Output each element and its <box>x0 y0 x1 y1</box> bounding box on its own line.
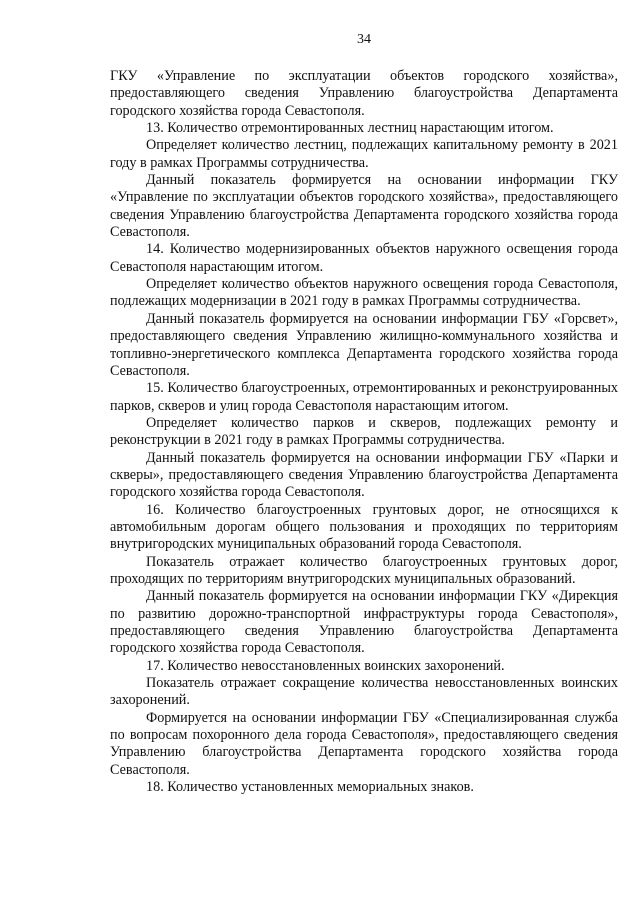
paragraph: Показатель отражает сокращение количества невосстановленных воинских захоронений. <box>110 675 618 709</box>
paragraph: Данный показатель формируется на основании информации ГКУ «Дирекция по развитию дорожно-транспортной инфраструктуры города Севастополя», предоставляющего сведения Управлению благоустройства Департамента городского хозяйства города Севастополя. <box>110 588 618 657</box>
paragraph: Данный показатель формируется на основании информации ГКУ «Управление по эксплуатации объектов городского хозяйства», предоставляющего сведения Управлению благоустройства Департамента городского хозяйства города Севастополя. <box>110 172 618 241</box>
page-number: 34 <box>357 32 371 47</box>
paragraph: Формируется на основании информации ГБУ «Специализированная служба по вопросам похоронного дела города Севастополя», предоставляющего сведения Управлению благоустройства Департамента городского хозяйства города Севастополя. <box>110 709 618 778</box>
paragraph: 14. Количество модернизированных объектов наружного освещения города Севастополя нарастающим итогом. <box>110 241 618 275</box>
paragraph: Данный показатель формируется на основании информации ГБУ «Горсвет», предоставляющего сведения Управлению жилищно-коммунального хозяйства и топливно-энергетического комплекса Департамента городского хозяйства города Севастополя. <box>110 310 618 379</box>
paragraph: Данный показатель формируется на основании информации ГБУ «Парки и скверы», предоставляющего сведения Управлению благоустройства Департамента городского хозяйства города Севастополя. <box>110 449 618 501</box>
paragraph: Определяет количество объектов наружного освещения города Севастополя, подлежащих модернизации в 2021 году в рамках Программы сотрудничества. <box>110 276 618 310</box>
document-body <box>110 68 618 796</box>
paragraph: Определяет количество лестниц, подлежащих капитальному ремонту в 2021 году в рамках Программы сотрудничества. <box>110 137 618 171</box>
paragraph: 18. Количество установленных мемориальных знаков. <box>146 779 474 796</box>
paragraph: ГКУ «Управление по эксплуатации объектов городского хозяйства», предоставляющего сведения Управлению благоустройства Департамента городского хозяйства города Севастополя. <box>110 68 618 119</box>
paragraph: 15. Количество благоустроенных, отремонтированных и реконструированных парков, скверов и улиц города Севастополя нарастающим итогом. <box>110 380 618 414</box>
paragraph: 17. Количество невосстановленных воинских захоронений. <box>146 657 505 674</box>
paragraph: Определяет количество парков и скверов, подлежащих ремонту и реконструкции в 2021 году в рамках Программы сотрудничества. <box>110 414 618 449</box>
paragraph: 16. Количество благоустроенных грунтовых дорог, не относящихся к автомобильным дорогам общего пользования и проходящих по территориям внутригородских муниципальных образований города Севастополя. <box>110 501 618 553</box>
document-page <box>110 30 618 796</box>
paragraph: 13. Количество отремонтированных лестниц нарастающим итогом. <box>146 120 554 137</box>
paragraph: Показатель отражает количество благоустроенных грунтовых дорог, проходящих по территориям внутригородских муниципальных образований. <box>110 553 618 587</box>
